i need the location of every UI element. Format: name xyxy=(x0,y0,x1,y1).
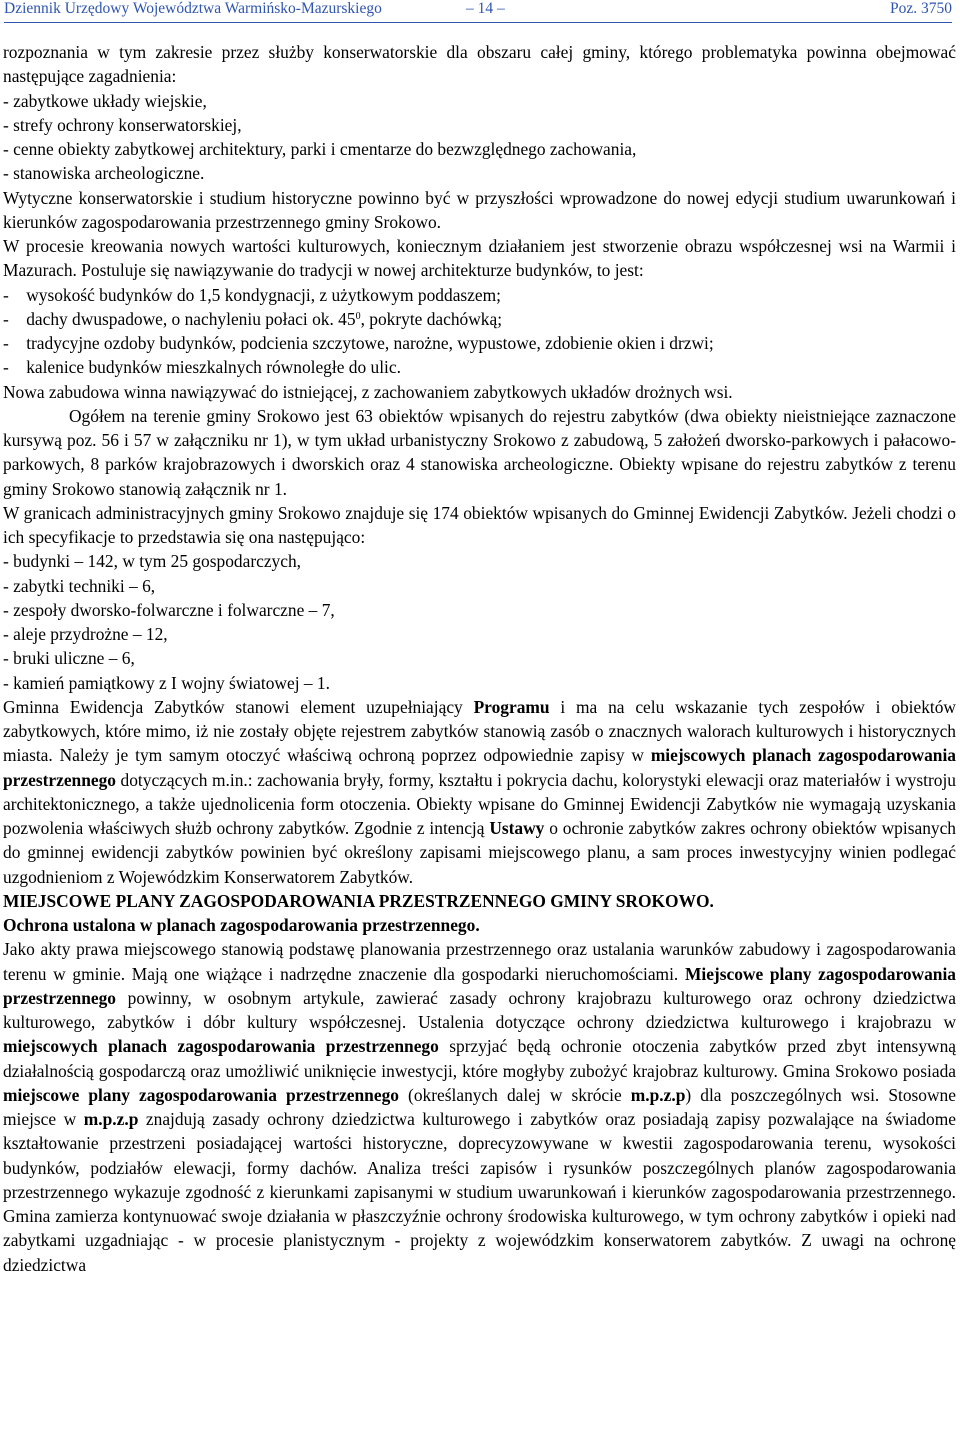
gez-item: - kamień pamiątkowy z I wojny światowej – 1. xyxy=(3,672,330,693)
position-number: Poz. 3750 xyxy=(890,0,952,17)
postulate-item: - dachy dwuspadowe, o nachyleniu połaci ok. $45^0$, pokryte dachówką; xyxy=(3,308,503,329)
postulate-item: - tradycyjne ozdoby budynków, podcienia szczytowe, narożne, wypustowe, zdobienie okien i drzwi; xyxy=(3,333,714,353)
intro-item: - zabytkowe układy wiejskie, xyxy=(3,90,207,111)
intro-paragraph: rozpoznania w tym zakresie przez służby konserwatorskie dla obszaru całej gminy, którego problematyka powinna obejmować następujące zagadnienia: xyxy=(3,42,956,87)
guidelines-paragraph: Wytyczne konserwatorskie i studium historyczne powinno być w przyszłości wprowadzone do nowej edycji studium uwarunkowań i kierunków zagospodarowania przestrzennego gminy Srokowo. xyxy=(3,187,956,232)
process-paragraph: W procesie kreowania nowych wartości kulturowych, koniecznym działaniem jest stworzenie obrazu współczesnej wsi na Warmii i Mazurach. Postuluje się nawiązywanie do tradycji w nowej architekturze budynków, to jest: xyxy=(3,236,956,281)
gez-item: - zabytki techniki – 6, xyxy=(3,575,156,596)
new-buildings-paragraph: Nowa zabudowa winna nawiązywać do istniejącej, z zachowaniem zabytkowych układów drożnych wsi. xyxy=(3,381,733,402)
postulate-item: - kalenice budynków mieszkalnych równoległe do ulic. xyxy=(3,357,401,378)
document-body xyxy=(3,40,956,1277)
postulate-item: - wysokość budynków do 1,5 kondygnacji, z użytkowym poddaszem; xyxy=(3,284,501,305)
gez-item: - budynki – 142, w tym 25 gospodarczych, xyxy=(3,551,302,572)
intro-item: - cenne obiekty zabytkowej architektury, parki i cmentarze do bezwzględnego zachowania, xyxy=(3,139,637,159)
gez-item: - bruki uliczne – 6, xyxy=(3,648,135,669)
plans-paragraph: Jako akty prawa miejscowego stanowią podstawę planowania przestrzennego oraz ustalania warunków zabudowy i zagospodarowania terenu w gminie. Mają one wiążące i nadrzędne znaczenie dla gospodarki nieruchomościami. Miejscowe plany zagospodarowania przestrzennego powinny, w osobnym artykule, zawierać zasady ochrony krajobrazu kulturowego oraz ochrony dziedzictwa kulturowego, zabytków i dóbr kultury współczesnej. Ustalenia dotyczące ochrony dziedzictwa kulturowego i krajobrazu w miejscowych planach zagospodarowania przestrzennego sprzyjać będą ochronie otoczenia zabytków przed zbyt intensywną działalnością gospodarczą oraz umożliwić uniknięcie inwestycji, które mogłyby zubożyć krajobraz kulturowy. Gmina Srokowo posiada miejscowe plany zagospodarowania przestrzennego (określanych dalej w skrócie m.p.z.p) dla poszczególnych wsi. Stosowne miejsce w m.p.z.p znajdują zasady ochrony dziedzictwa kulturowego i zabytków oraz posiadają zapisy pozwalające na świadome kształtowanie przestrzeni posiadającej wartości historyczne, doprecyzowywane w kwestii zagospodarowania terenu, wysokości budynków, podziałów elewacji, formy dachów. Analiza treści zapisów i rysunków poszczególnych planów zagospodarowania przestrzennego wykazuje zgodność z kierunkami zapisanymi w studium uwarunkowań i kierunków zagospodarowania przestrzennego. Gmina zamierza kontynuować swoje działania w płaszczyźnie ochrony środowiska kulturowego, w tym ochrony zabytków i opieki nad zabytkami uzgadniając - w procesie planistycznym - projekty z wojewódzkim konserwatorem zabytków. Z uwagi na ochronę dziedzictwa xyxy=(3,939,956,1275)
total-register-paragraph: Ogółem na terenie gminy Srokowo jest 63 obiektów wpisanych do rejestru zabytków (dwa obiekty nieistniejące zaznaczone kursywą poz. 56 i 57 w załączniku nr 1), w tym układ urbanistyczny Srokowo z zabudową, 5 założeń dworsko-parkowych i pałacowo-parkowych, 8 parków krajobrazowych i dworskich oraz 4 stanowiska archeologiczne. Obiekty wpisane do rejestru zabytków z terenu gminy Srokowo stanowią załącznik nr 1. xyxy=(3,405,956,499)
postulates-list xyxy=(3,283,956,380)
gez-paragraph: Gminna Ewidencja Zabytków stanowi element uzupełniający Programu i ma na celu wskazanie tych zespołów i obiektów zabytkowych, które mimo, iż nie zostały objęte rejestrem zabytków stanowią zasób o znacznych walorach kulturowych i historycznych miasta. Należy je tym samym otoczyć właściwą ochroną poprzez odpowiednie zapisy w miejscowych planach zagospodarowania przestrzennego dotyczących m.in.: zachowania bryły, formy, kształtu i pokrycia dachu, kolorystyki elewacji oraz materiałów i wystroju architektonicznego, a także ujednolicenia form otoczenia. Obiekty wpisane do Gminnej Ewidencji Zabytków nie wymagają uzyskania pozwolenia właściwych służb ochrony zabytków. Zgodnie z intencją Ustawy o ochronie zabytków zakres ochrony obiektów wpisanych do gminnej ewidencji zabytków powinien być określony zapisami miejscowego planu, a sam proces inwestycyjny winien podlegać uzgodnieniom z Wojewódzkim Konserwatorem Zabytków. xyxy=(3,696,957,887)
intro-item: - strefy ochrony konserwatorskiej, xyxy=(3,114,242,135)
admin-paragraph: W granicach administracyjnych gminy Srokowo znajduje się 174 obiektów wpisanych do Gminnej Ewidencji Zabytków. Jeżeli chodzi o ich specyfikacje to przedstawia się ona następująco: xyxy=(3,502,956,547)
page-header xyxy=(4,0,952,23)
gez-item: - zespoły dworsko-folwarczne i folwarczne – 7, xyxy=(3,599,335,620)
intro-item: - stanowiska archeologiczne. xyxy=(3,163,205,184)
plans-subheading: Ochrona ustalona w planach zagospodarowania przestrzennego. xyxy=(3,915,480,935)
gez-item: - aleje przydrożne – 12, xyxy=(3,624,168,644)
plans-heading: MIEJSCOWE PLANY ZAGOSPODAROWANIA PRZESTRZENNEGO GMINY SROKOWO. xyxy=(3,890,714,911)
journal-title: Dziennik Urzędowy Województwa Warmińsko-Mazurskiego xyxy=(4,0,382,17)
page-number: – 14 – xyxy=(466,0,505,17)
